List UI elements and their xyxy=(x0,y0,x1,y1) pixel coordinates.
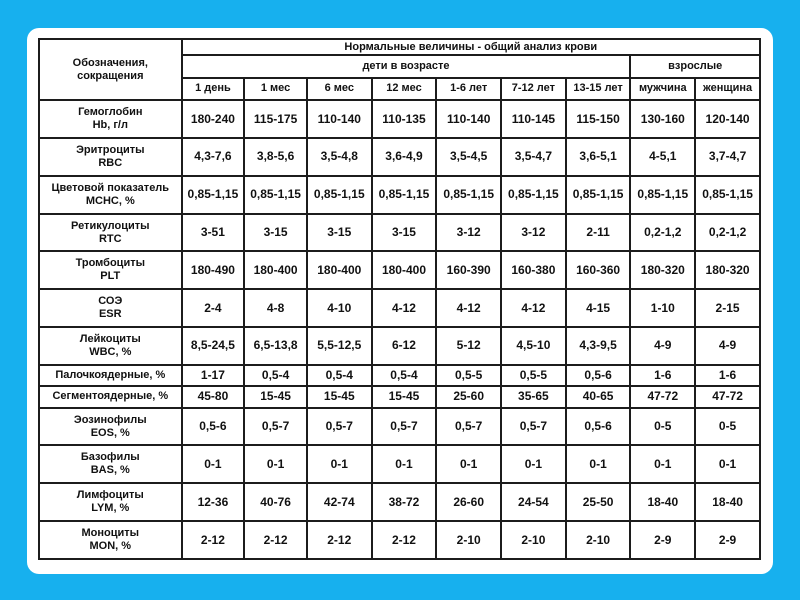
row-label-line: Палочкоядерные, % xyxy=(55,369,166,382)
table-cell: 2-12 xyxy=(373,522,436,558)
table-title: Нормальные величины - общий анализ крови xyxy=(183,40,759,54)
table-cell: 15-45 xyxy=(308,387,371,406)
table-cell: 12-36 xyxy=(183,484,244,520)
table-cell: 0,85-1,15 xyxy=(245,177,306,213)
table-cell: 1-6 xyxy=(696,366,759,385)
table-cell: 0-5 xyxy=(631,409,694,445)
table-row xyxy=(40,290,759,326)
row-label-line: Лейкоциты xyxy=(79,332,141,345)
table-cell: 15-45 xyxy=(245,387,306,406)
table-cell: 0,5-5 xyxy=(437,366,500,385)
table-row xyxy=(40,101,759,137)
table-cell: 110-135 xyxy=(373,101,436,137)
table-cell: 0-1 xyxy=(437,446,500,482)
table-cell: 25-60 xyxy=(437,387,500,406)
table-cell: 0-1 xyxy=(245,446,306,482)
row-label xyxy=(40,252,181,288)
row-label xyxy=(40,522,181,558)
table-cell: 24-54 xyxy=(502,484,565,520)
row-label xyxy=(40,366,181,385)
table-cell: 0,85-1,15 xyxy=(437,177,500,213)
table-cell: 42-74 xyxy=(308,484,371,520)
table-row xyxy=(40,484,759,520)
table-cell: 6-12 xyxy=(373,328,436,364)
table-cell: 0-1 xyxy=(696,446,759,482)
row-label-line: PLT xyxy=(100,270,121,283)
table-cell: 15-45 xyxy=(373,387,436,406)
row-label-line: Эритроциты xyxy=(76,143,145,156)
table-cell: 5-12 xyxy=(437,328,500,364)
column-header: мужчина xyxy=(631,79,694,99)
column-header: 1 день xyxy=(183,79,244,99)
row-label-line: MCHC, % xyxy=(85,194,135,207)
table-cell: 0,85-1,15 xyxy=(631,177,694,213)
table-cell: 180-240 xyxy=(183,101,244,137)
row-label-line: Сегментоядерные, % xyxy=(52,390,169,403)
table-cell: 180-320 xyxy=(631,252,694,288)
table-cell: 3-15 xyxy=(373,215,436,251)
table-cell: 0-1 xyxy=(631,446,694,482)
table-cell: 0-1 xyxy=(502,446,565,482)
table-row xyxy=(40,177,759,213)
column-header: 7-12 лет xyxy=(502,79,565,99)
table-cell: 18-40 xyxy=(631,484,694,520)
table-cell: 0-1 xyxy=(308,446,371,482)
table-cell: 0,5-6 xyxy=(183,409,244,445)
table-cell: 180-490 xyxy=(183,252,244,288)
table-row xyxy=(40,522,759,558)
row-label-line: MON, % xyxy=(89,540,132,553)
group-adults-header: взрослые xyxy=(631,56,759,76)
table-cell: 0-5 xyxy=(696,409,759,445)
table-cell: 0,5-7 xyxy=(502,409,565,445)
table-cell: 0,85-1,15 xyxy=(502,177,565,213)
row-label-line: СОЭ xyxy=(98,295,123,308)
table-cell: 180-400 xyxy=(308,252,371,288)
blood-test-table-image xyxy=(38,38,761,560)
table-cell: 4-12 xyxy=(373,290,436,326)
table-cell: 8,5-24,5 xyxy=(183,328,244,364)
table-row xyxy=(40,215,759,251)
row-label-line: EOS, % xyxy=(90,426,130,439)
table-cell: 2-10 xyxy=(437,522,500,558)
table-cell: 3,6-4,9 xyxy=(373,139,436,175)
table-cell: 25-50 xyxy=(567,484,630,520)
row-label-line: WBC, % xyxy=(89,345,132,358)
table-cell: 120-140 xyxy=(696,101,759,137)
table-cell: 115-150 xyxy=(567,101,630,137)
table-cell: 3,8-5,6 xyxy=(245,139,306,175)
table-row xyxy=(40,252,759,288)
table-cell: 1-10 xyxy=(631,290,694,326)
corner-line-2: сокращения xyxy=(77,69,144,82)
table-cell: 0,5-6 xyxy=(567,409,630,445)
table-cell: 4-5,1 xyxy=(631,139,694,175)
table-cell: 0-1 xyxy=(373,446,436,482)
table-cell: 0-1 xyxy=(567,446,630,482)
row-label-line: Hb, г/л xyxy=(92,119,128,132)
row-label-line: RTC xyxy=(98,232,122,245)
table-cell: 0,5-7 xyxy=(373,409,436,445)
table-cell: 160-360 xyxy=(567,252,630,288)
table-cell: 0,85-1,15 xyxy=(183,177,244,213)
table-cell: 40-76 xyxy=(245,484,306,520)
table-cell: 5,5-12,5 xyxy=(308,328,371,364)
table-cell: 110-145 xyxy=(502,101,565,137)
table-cell: 0,5-4 xyxy=(308,366,371,385)
table-cell: 2-12 xyxy=(183,522,244,558)
table-row xyxy=(40,328,759,364)
column-header: 12 мес xyxy=(373,79,436,99)
table-cell: 4-9 xyxy=(631,328,694,364)
table-cell: 3-51 xyxy=(183,215,244,251)
table-cell: 3-12 xyxy=(502,215,565,251)
table-cell: 3,7-4,7 xyxy=(696,139,759,175)
row-label xyxy=(40,409,181,445)
table-cell: 180-320 xyxy=(696,252,759,288)
table-cell: 2-12 xyxy=(308,522,371,558)
table-cell: 0,2-1,2 xyxy=(696,215,759,251)
corner-line-1: Обозначения, xyxy=(72,56,148,69)
table-cell: 130-160 xyxy=(631,101,694,137)
blood-norms-table xyxy=(38,38,761,560)
row-label-line: BAS, % xyxy=(90,464,130,477)
table-cell: 160-380 xyxy=(502,252,565,288)
column-header: 1-6 лет xyxy=(437,79,500,99)
table-cell: 2-15 xyxy=(696,290,759,326)
row-label-line: Лимфоциты xyxy=(76,489,144,502)
table-cell: 3-15 xyxy=(245,215,306,251)
corner-header xyxy=(40,40,181,99)
row-label-line: Моноциты xyxy=(81,527,140,540)
row-label xyxy=(40,290,181,326)
table-cell: 3,5-4,7 xyxy=(502,139,565,175)
table-row xyxy=(40,387,759,406)
column-header: 13-15 лет xyxy=(567,79,630,99)
row-label xyxy=(40,215,181,251)
table-cell: 180-400 xyxy=(245,252,306,288)
column-header: женщина xyxy=(696,79,759,99)
row-label xyxy=(40,446,181,482)
table-cell: 4,3-7,6 xyxy=(183,139,244,175)
row-label-line: Тромбоциты xyxy=(75,257,145,270)
table-cell: 47-72 xyxy=(631,387,694,406)
table-row xyxy=(40,139,759,175)
row-label-line: Базофилы xyxy=(80,451,140,464)
group-children-header: дети в возрасте xyxy=(183,56,630,76)
table-cell: 4-9 xyxy=(696,328,759,364)
table-cell: 38-72 xyxy=(373,484,436,520)
table-cell: 0,5-4 xyxy=(245,366,306,385)
column-header: 6 мес xyxy=(308,79,371,99)
table-cell: 0,85-1,15 xyxy=(696,177,759,213)
table-cell: 0,5-7 xyxy=(245,409,306,445)
table-cell: 2-12 xyxy=(245,522,306,558)
table-cell: 2-9 xyxy=(696,522,759,558)
row-label xyxy=(40,387,181,406)
table-cell: 26-60 xyxy=(437,484,500,520)
table-cell: 0,85-1,15 xyxy=(373,177,436,213)
table-cell: 45-80 xyxy=(183,387,244,406)
table-cell: 110-140 xyxy=(308,101,371,137)
table-cell: 1-6 xyxy=(631,366,694,385)
row-label xyxy=(40,484,181,520)
table-cell: 2-4 xyxy=(183,290,244,326)
table-cell: 2-9 xyxy=(631,522,694,558)
table-cell: 115-175 xyxy=(245,101,306,137)
table-cell: 3,6-5,1 xyxy=(567,139,630,175)
row-label xyxy=(40,139,181,175)
table-row xyxy=(40,446,759,482)
table-cell: 0,5-7 xyxy=(437,409,500,445)
table-row xyxy=(40,409,759,445)
table-cell: 4-12 xyxy=(502,290,565,326)
table-cell: 47-72 xyxy=(696,387,759,406)
table-cell: 3-12 xyxy=(437,215,500,251)
row-label-line: RBC xyxy=(98,156,123,169)
row-label-line: Гемоглобин xyxy=(78,106,143,119)
table-cell: 6,5-13,8 xyxy=(245,328,306,364)
table-cell: 0,5-4 xyxy=(373,366,436,385)
row-label-line: Эозинофилы xyxy=(73,413,147,426)
table-cell: 2-10 xyxy=(502,522,565,558)
table-cell: 1-17 xyxy=(183,366,244,385)
table-cell: 0,85-1,15 xyxy=(308,177,371,213)
table-cell: 0,5-6 xyxy=(567,366,630,385)
table-cell: 18-40 xyxy=(696,484,759,520)
table-cell: 0-1 xyxy=(183,446,244,482)
table-cell: 3-15 xyxy=(308,215,371,251)
row-label-line: LYM, % xyxy=(91,502,130,515)
table-cell: 4,5-10 xyxy=(502,328,565,364)
table-cell: 3,5-4,8 xyxy=(308,139,371,175)
table-cell: 2-11 xyxy=(567,215,630,251)
row-label xyxy=(40,177,181,213)
table-cell: 0,85-1,15 xyxy=(567,177,630,213)
column-header: 1 мес xyxy=(245,79,306,99)
row-label-line: Ретикулоциты xyxy=(71,219,150,232)
table-cell: 4-8 xyxy=(245,290,306,326)
row-label xyxy=(40,328,181,364)
table-cell: 4-15 xyxy=(567,290,630,326)
table-cell: 4-10 xyxy=(308,290,371,326)
row-label xyxy=(40,101,181,137)
table-cell: 3,5-4,5 xyxy=(437,139,500,175)
table-cell: 4-12 xyxy=(437,290,500,326)
table-cell: 0,5-5 xyxy=(502,366,565,385)
table-cell: 110-140 xyxy=(437,101,500,137)
table-cell: 40-65 xyxy=(567,387,630,406)
row-label-line: Цветовой показатель xyxy=(51,181,170,194)
row-label-line: ESR xyxy=(98,308,122,321)
table-cell: 2-10 xyxy=(567,522,630,558)
table-cell: 160-390 xyxy=(437,252,500,288)
table-cell: 0,2-1,2 xyxy=(631,215,694,251)
table-cell: 180-400 xyxy=(373,252,436,288)
table-cell: 0,5-7 xyxy=(308,409,371,445)
table-cell: 4,3-9,5 xyxy=(567,328,630,364)
table-row xyxy=(40,366,759,385)
table-cell: 35-65 xyxy=(502,387,565,406)
